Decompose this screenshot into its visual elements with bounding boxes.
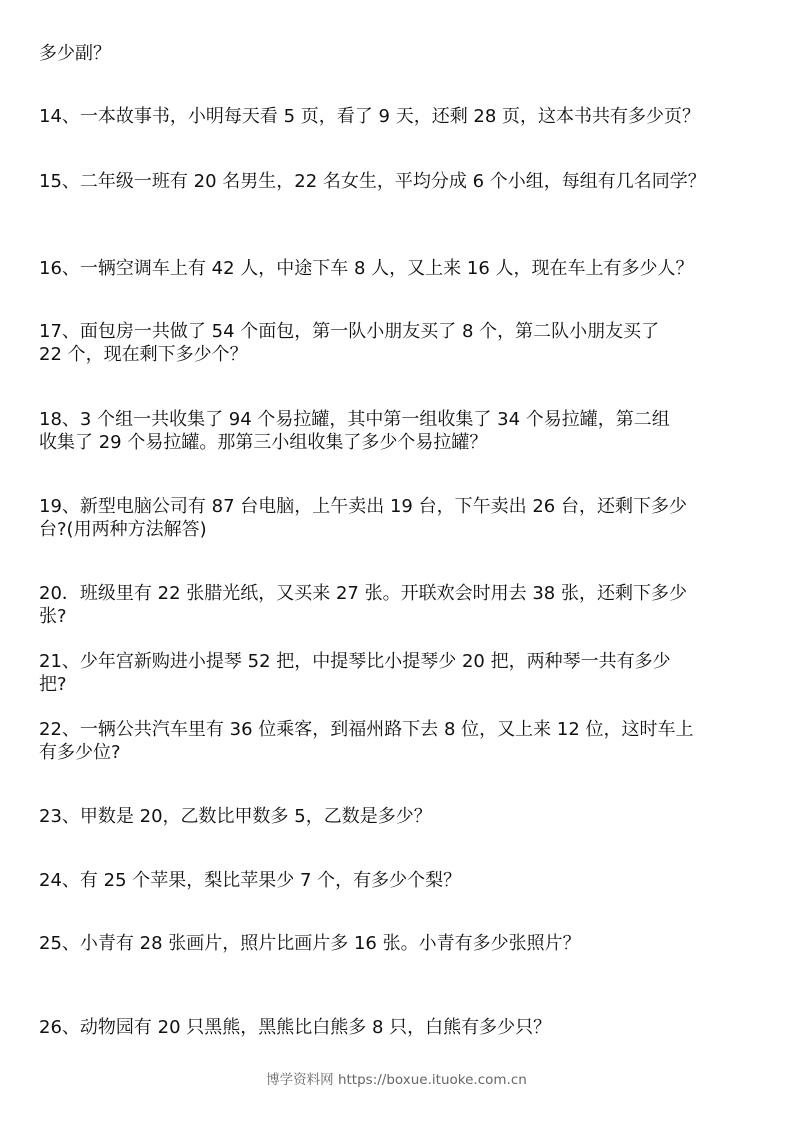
page-footer: 博学资料网 https://boxue.ituoke.com.cn <box>266 1072 527 1088</box>
question-24: 24、有 25 个苹果，梨比苹果少 7 个，有多少个梨？ <box>39 870 462 891</box>
question-13-continuation: 多少副？ <box>39 43 111 64</box>
question-17-line-2: 22 个，现在剩下多少个？ <box>39 344 248 365</box>
question-20-line-1: 20．班级里有 22 张腊光纸，又买来 27 张。开联欢会时用去 38 张，还剩下多少 <box>39 583 687 604</box>
question-19-line-2: 台?(用两种方法解答) <box>39 519 207 540</box>
question-26: 26、动物园有 20 只黑熊，黑熊比白熊多 8 只，白熊有多少只？ <box>39 1017 552 1038</box>
question-14: 14、一本故事书，小明每天看 5 页，看了 9 天，还剩 28 页，这本书共有多少页？ <box>39 106 701 127</box>
question-21-line-1: 21、少年宫新购进小提琴 52 把，中提琴比小提琴少 20 把，两种琴一共有多少 <box>39 651 671 672</box>
question-16: 16、一辆空调车上有 42 人，中途下车 8 人，又上来 16 人，现在车上有多少人？ <box>39 258 694 279</box>
question-22-line-2: 有多少位? <box>39 742 121 763</box>
question-20-line-2: 张? <box>39 606 67 627</box>
question-18-line-2: 收集了 29 个易拉罐。那第三小组收集了多少个易拉罐？ <box>39 432 488 453</box>
question-18-line-1: 18、3 个组一共收集了 94 个易拉罐，其中第一组收集了 34 个易拉罐，第二组 <box>39 409 670 430</box>
question-19-line-1: 19、新型电脑公司有 87 台电脑，上午卖出 19 台，下午卖出 26 台，还剩下多少 <box>39 496 687 517</box>
question-25: 25、小青有 28 张画片，照片比画片多 16 张。小青有多少张照片？ <box>39 933 581 954</box>
question-15: 15、二年级一班有 20 名男生，22 名女生，平均分成 6 个小组，每组有几名同学？ <box>39 171 706 192</box>
question-22-line-1: 22、一辆公共汽车里有 36 位乘客，到福州路下去 8 位，又上来 12 位，这时车上 <box>39 719 694 740</box>
question-17-line-1: 17、面包房一共做了 54 个面包，第一队小朋友买了 8 个，第二队小朋友买了 <box>39 321 660 342</box>
question-23: 23、甲数是 20，乙数比甲数多 5，乙数是多少？ <box>39 806 432 827</box>
question-21-line-2: 把? <box>39 674 67 695</box>
